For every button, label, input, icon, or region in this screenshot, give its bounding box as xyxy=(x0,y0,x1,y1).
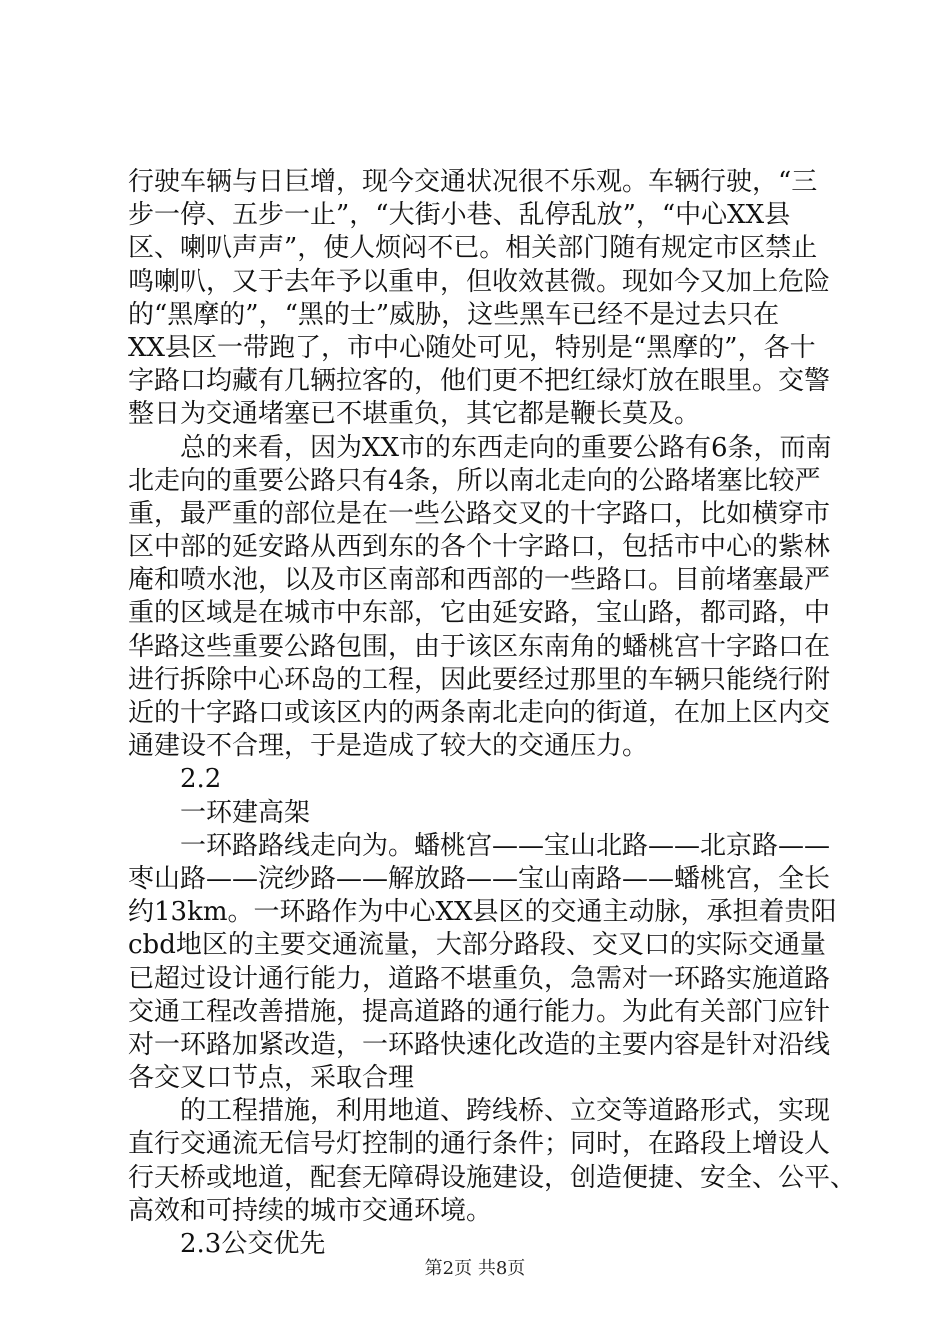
text-line: 华路这些重要公路包围，由于该区东南角的蟠桃宫十字路口在 xyxy=(128,631,831,662)
text-line: 直行交通流无信号灯控制的通行条件；同时，在路段上增设人 xyxy=(128,1129,831,1160)
text-line: 区、喇叭声声”，使人烦闷不已。相关部门随有规定市区禁止 xyxy=(128,233,818,264)
page-number-label: 第2页 共8页 xyxy=(424,1258,526,1279)
text-line: 重的区域是在城市中东部，它由延安路，宝山路，都司路，中 xyxy=(128,598,831,629)
page-footer xyxy=(0,1254,950,1280)
section-heading: 2.2 xyxy=(128,764,222,795)
text-line: 高效和可持续的城市交通环境。 xyxy=(128,1195,493,1226)
text-line: 近的十字路口或该区内的两条南北走向的街道，在加上区内交 xyxy=(128,698,831,728)
text-line: 约13km。一环路作为中心XX县区的交通主动脉，承担着贵阳 xyxy=(128,897,837,928)
text-line: 总的来看，因为XX市的东西走向的重要公路有6条，而南 xyxy=(128,432,832,463)
text-line: 交通工程改善措施，提高道路的通行能力。为此有关部门应针 xyxy=(128,996,831,1027)
text-line: 字路口均藏有几辆拉客的，他们更不把红绿灯放在眼里。交警 xyxy=(128,366,831,397)
text-line: 鸣喇叭，又于去年予以重申，但收效甚微。现如今又加上危险 xyxy=(128,266,831,297)
text-line: XX县区一带跑了，市中心随处可见，特别是“黑摩的”，各十 xyxy=(128,332,816,363)
text-line: 整日为交通堵塞已不堪重负，其它都是鞭长莫及。 xyxy=(128,399,701,430)
text-line: 行驶车辆与日巨增，现今交通状况很不乐观。车辆行驶，“三 xyxy=(128,167,818,197)
text-line: 一环路路线走向为。蟠桃宫——宝山北路——北京路—— xyxy=(128,830,831,861)
text-line: 行天桥或地道，配套无障碍设施建设，创造便捷、安全、公平、 xyxy=(128,1162,857,1193)
section-heading: 2.3公交优先 xyxy=(128,1229,326,1259)
text-line: 对一环路加紧改造，一环路快速化改造的主要内容是针对沿线 xyxy=(128,1029,831,1060)
text-line: 枣山路——浣纱路——解放路——宝山南路——蟠桃宫，全长 xyxy=(128,863,831,894)
text-line: cbd地区的主要交通流量，大部分路段、交叉口的实际交通量 xyxy=(128,930,826,961)
section-heading: 一环建高架 xyxy=(128,797,311,828)
text-line: 的“黑摩的”，“黑的士”威胁，这些黑车已经不是过去只在 xyxy=(128,299,780,330)
document-body xyxy=(128,166,857,1261)
text-line: 庵和喷水池，以及市区南部和西部的一些路口。目前堵塞最严 xyxy=(128,565,831,596)
text-line: 步一停、五步一止”，“大街小巷、乱停乱放”，“中心XX县 xyxy=(128,200,791,231)
text-line: 进行拆除中心环岛的工程，因此要经过那里的车辆只能绕行附 xyxy=(128,664,831,695)
text-line: 北走向的重要公路只有4条，所以南北走向的公路堵塞比较严 xyxy=(128,465,821,496)
text-line: 已超过设计通行能力，道路不堪重负，急需对一环路实施道路 xyxy=(128,963,831,994)
text-line: 各交叉口节点，采取合理 xyxy=(128,1063,415,1094)
text-line: 重，最严重的部位是在一些公路交叉的十字路口，比如横穿市 xyxy=(128,498,831,529)
text-line: 通建设不合理，于是造成了较大的交通压力。 xyxy=(128,731,649,762)
text-line: 的工程措施，利用地道、跨线桥、立交等道路形式，实现 xyxy=(128,1096,831,1127)
text-line: 区中部的延安路从西到东的各个十字路口，包括市中心的紫林 xyxy=(128,532,831,563)
